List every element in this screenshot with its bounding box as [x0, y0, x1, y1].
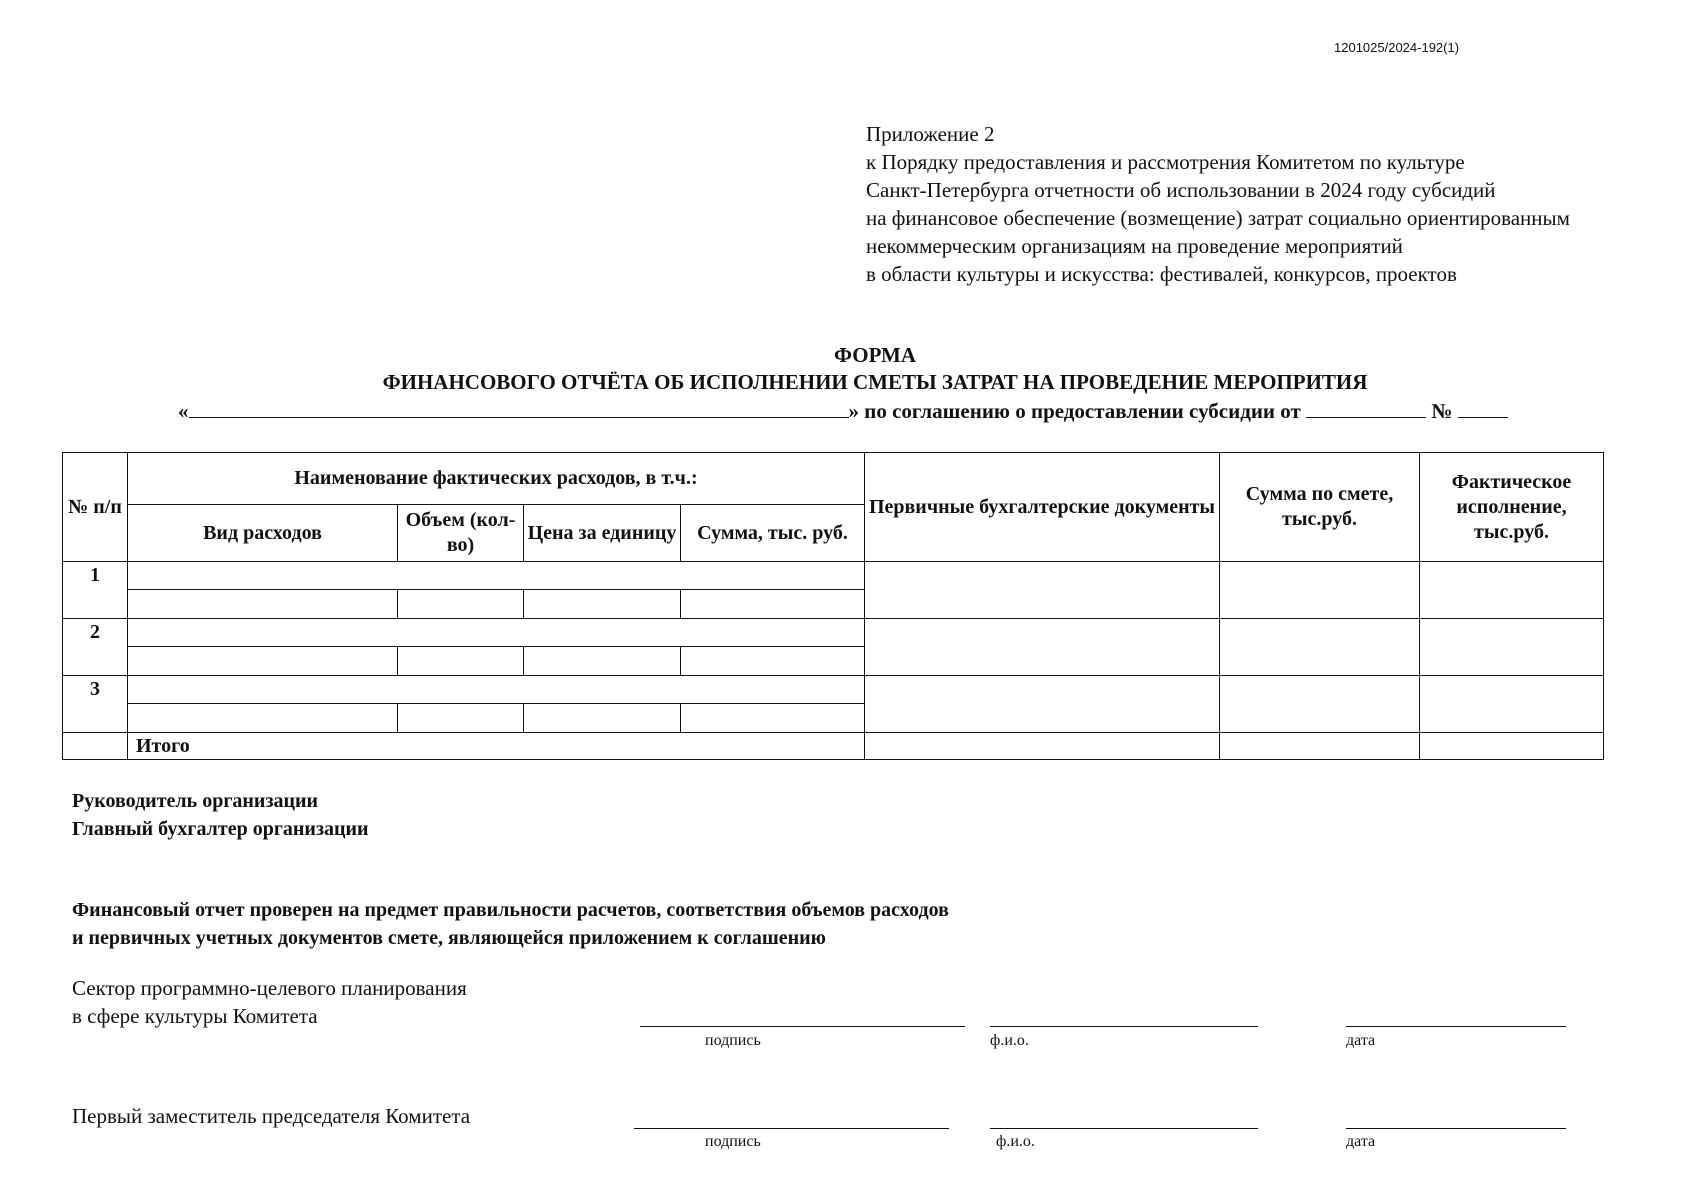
row-number: 3: [63, 676, 128, 733]
price-cell[interactable]: [524, 647, 681, 676]
volume-cell[interactable]: [398, 647, 524, 676]
appendix-header: [866, 120, 1570, 288]
agreement-text: » по соглашению о предоставлении субсидии от: [848, 399, 1301, 423]
total-estimate-sum-cell[interactable]: [1220, 733, 1420, 760]
sum-cell[interactable]: [681, 647, 865, 676]
header-primary-docs: Первичные бухгалтерские документы: [865, 453, 1220, 562]
sector-line: в сфере культуры Комитета: [72, 1004, 318, 1028]
expense-report-table: [62, 452, 1604, 760]
header-actual: Фактическое исполнение, тыс.руб.: [1420, 453, 1604, 562]
type-cell[interactable]: [128, 590, 398, 619]
primary-docs-cell[interactable]: [865, 619, 1220, 676]
sector-line: Сектор программно-целевого планирования: [72, 976, 467, 1000]
type-cell[interactable]: [128, 704, 398, 733]
total-row: [63, 733, 1604, 760]
row-number: 1: [63, 562, 128, 619]
deputy-chairman-label: Первый заместитель председателя Комитета: [72, 1104, 471, 1128]
date-caption: дата: [1346, 1032, 1376, 1049]
document-number: 1201025/2024-192(1): [1334, 40, 1460, 55]
sector-signature-line[interactable]: [640, 1026, 965, 1027]
header-expenses-group: Наименование фактических расходов, в т.ч.:: [128, 453, 865, 505]
number-sign: №: [1431, 399, 1453, 423]
total-label: Итого: [128, 733, 865, 760]
primary-docs-cell[interactable]: [865, 562, 1220, 619]
expense-name-cell[interactable]: [128, 676, 865, 704]
name-caption: ф.и.о.: [996, 1133, 1035, 1150]
expense-name-cell[interactable]: [128, 562, 865, 590]
type-cell[interactable]: [128, 647, 398, 676]
estimate-sum-cell[interactable]: [1220, 619, 1420, 676]
verification-line: и первичных учетных документов смете, являющейся приложением к соглашению: [72, 927, 826, 949]
appendix-line: к Порядку предоставления и рассмотрения Комитетом по культуре: [866, 150, 1465, 174]
agreement-date-blank[interactable]: [1306, 397, 1426, 418]
sector-label: [72, 974, 467, 1030]
appendix-line: некоммерческим организациям на проведение мероприятий: [866, 234, 1403, 258]
chief-accountant-label: Главный бухгалтер организации: [72, 818, 369, 840]
verification-note: [72, 896, 949, 952]
name-caption: ф.и.о.: [990, 1032, 1029, 1049]
estimate-sum-cell[interactable]: [1220, 676, 1420, 733]
actual-cell[interactable]: [1420, 676, 1604, 733]
sum-cell[interactable]: [681, 590, 865, 619]
agreement-line: [178, 397, 1508, 424]
volume-cell[interactable]: [398, 704, 524, 733]
deputy-name-line[interactable]: [990, 1128, 1258, 1129]
total-actual-cell[interactable]: [1420, 733, 1604, 760]
deputy-signature-line[interactable]: [634, 1128, 949, 1129]
deputy-date-line[interactable]: [1346, 1128, 1566, 1129]
signature-caption: подпись: [705, 1032, 761, 1049]
signature-caption: подпись: [705, 1133, 761, 1150]
total-primary-docs-cell[interactable]: [865, 733, 1220, 760]
volume-cell[interactable]: [398, 590, 524, 619]
table-row: [63, 676, 1604, 704]
table-row: [63, 562, 1604, 590]
header-estimate-sum: Сумма по смете, тыс.руб.: [1220, 453, 1420, 562]
appendix-line: на финансовое обеспечение (возмещение) затрат социально ориентированным: [866, 206, 1570, 230]
appendix-line: Санкт-Петербурга отчетности об использовании в 2024 году субсидий: [866, 178, 1496, 202]
event-name-blank[interactable]: [189, 397, 849, 418]
header-num: № п/п: [63, 453, 128, 562]
header-sum: Сумма, тыс. руб.: [681, 505, 865, 562]
total-num-cell: [63, 733, 128, 760]
actual-cell[interactable]: [1420, 619, 1604, 676]
verification-line: Финансовый отчет проверен на предмет правильности расчетов, соответствия объемов расходов: [72, 899, 949, 921]
header-type: Вид расходов: [128, 505, 398, 562]
sector-date-line[interactable]: [1346, 1026, 1566, 1027]
appendix-line: в области культуры и искусства: фестивалей, конкурсов, проектов: [866, 262, 1457, 286]
sector-name-line[interactable]: [990, 1026, 1258, 1027]
form-subtitle: ФИНАНСОВОГО ОТЧЁТА ОБ ИСПОЛНЕНИИ СМЕТЫ ЗАТРАТ НА ПРОВЕДЕНИЕ МЕРОПРИТИЯ: [382, 370, 1368, 394]
price-cell[interactable]: [524, 704, 681, 733]
expense-name-cell[interactable]: [128, 619, 865, 647]
header-price: Цена за единицу: [524, 505, 681, 562]
agreement-number-blank[interactable]: [1458, 397, 1508, 418]
row-number: 2: [63, 619, 128, 676]
price-cell[interactable]: [524, 590, 681, 619]
open-quote: «: [178, 399, 189, 423]
header-volume: Объем (кол-во): [398, 505, 524, 562]
form-title: ФОРМА: [833, 343, 917, 367]
table-row: [63, 619, 1604, 647]
date-caption: дата: [1346, 1133, 1376, 1150]
actual-cell[interactable]: [1420, 562, 1604, 619]
appendix-line: Приложение 2: [866, 122, 995, 146]
head-of-organization-label: Руководитель организации: [72, 790, 319, 812]
primary-docs-cell[interactable]: [865, 676, 1220, 733]
sum-cell[interactable]: [681, 704, 865, 733]
estimate-sum-cell[interactable]: [1220, 562, 1420, 619]
